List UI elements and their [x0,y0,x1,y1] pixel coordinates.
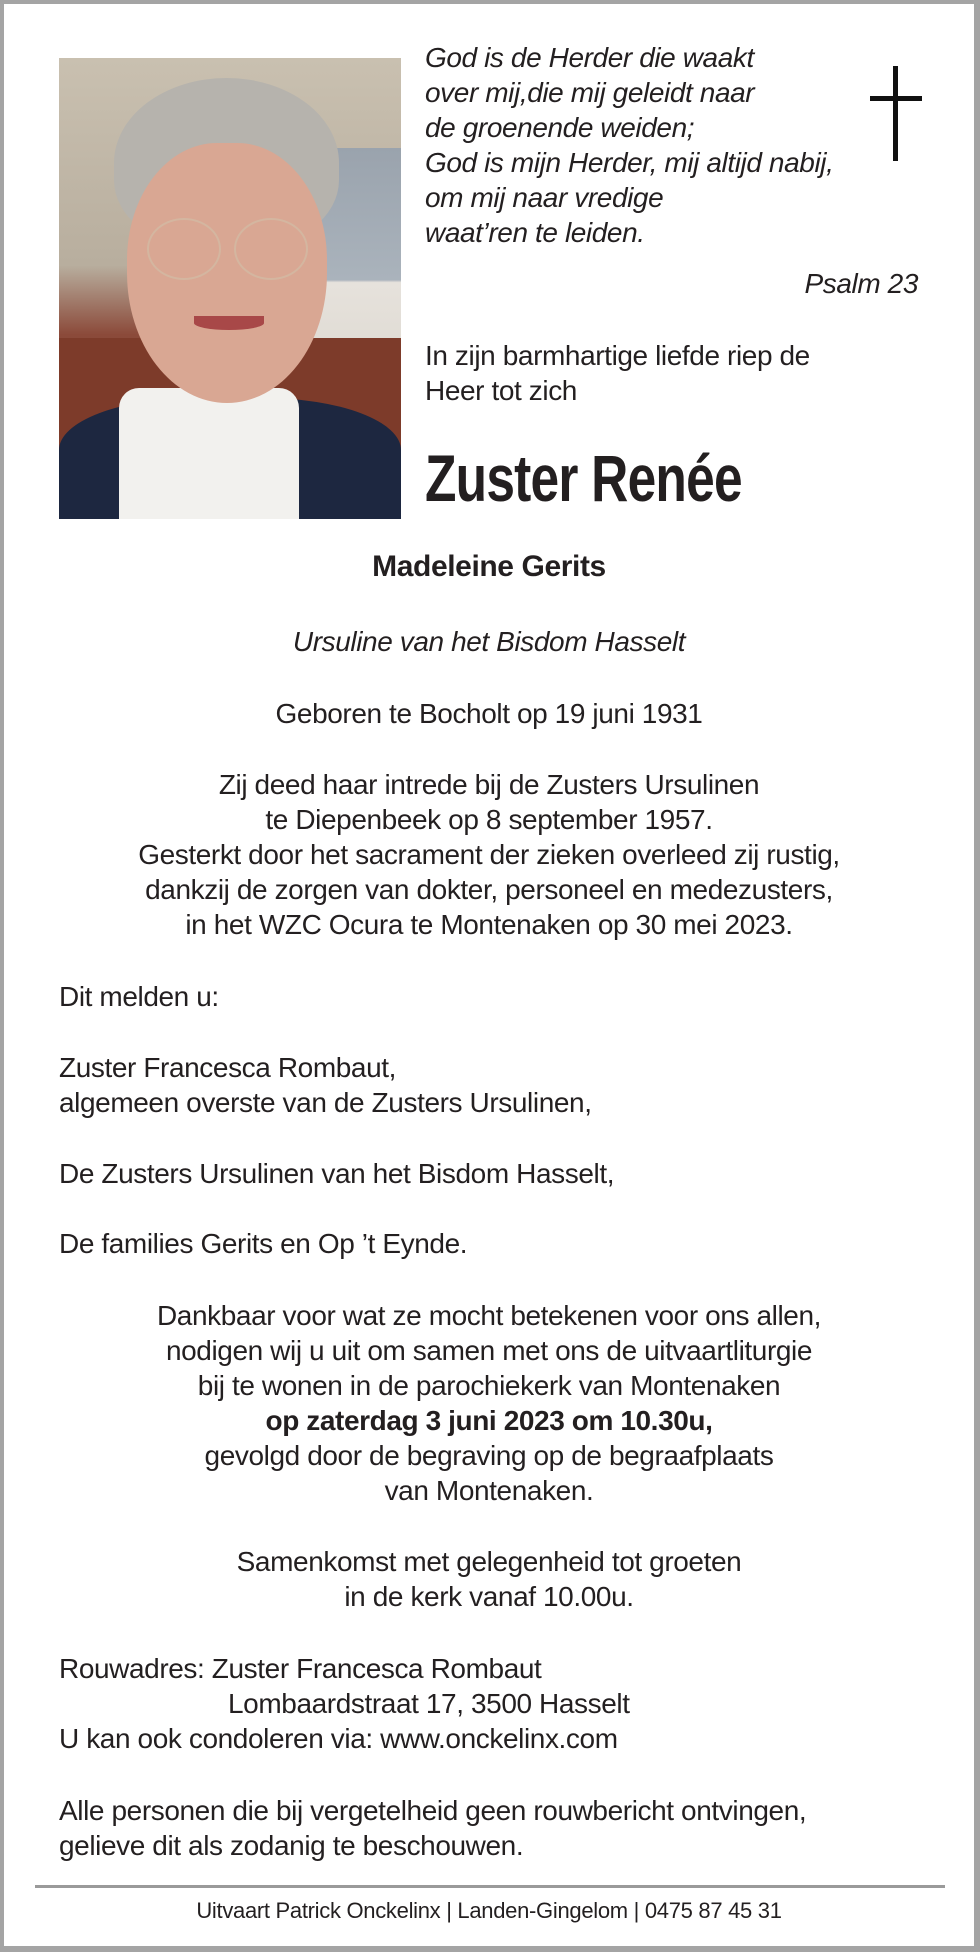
life-line: te Diepenbeek op 8 september 1957. [265,804,713,835]
address-line: Lombaardstraat 17, 3500 Hasselt [228,1688,630,1719]
birth-info: Geboren te Bocholt op 19 juni 1931 [275,698,703,729]
verse-line: waat’ren te leiden. [425,217,645,248]
verse-line: de groenende weiden; [425,112,695,143]
address-line: Rouwadres: Zuster Francesca Rombaut [59,1653,542,1684]
gathering-line: Samenkomst met gelegenheid tot groeten [236,1546,742,1577]
invitation-line: Dankbaar voor wat ze mocht betekenen voor ons allen, [156,1300,822,1331]
announcers-intro: Dit melden u: [59,981,219,1012]
notice-line: gelieve dit als zodanig te beschouwen. [59,1830,524,1861]
invitation-line: gevolgd door de begraving op de begraafplaats [204,1440,774,1471]
life-line: dankzij de zorgen van dokter, personeel en medezusters, [145,874,833,905]
intro-line: Heer tot zich [425,375,577,406]
announcer-congregation: De Zusters Ursulinen van het Bisdom Hasselt, [59,1158,615,1189]
announcer-families: De families Gerits en Op ’t Eynde. [59,1228,468,1259]
intro-line: In zijn barmhartige liefde riep de [425,340,810,371]
announcer-line: Zuster Francesca Rombaut, [59,1052,397,1083]
deceased-name: Zuster Renée [425,441,742,515]
life-line: Gesterkt door het sacrament der zieken overleed zij rustig, [138,839,840,870]
verse-line: God is mijn Herder, mij altijd nabij, [425,147,834,178]
invitation-line: nodigen wij u uit om samen met ons de uitvaartliturgie [165,1335,813,1366]
invitation-line: bij te wonen in de parochiekerk van Montenaken [197,1370,781,1401]
footer-divider [35,1885,945,1888]
cross-icon-bar [870,96,922,101]
mourning-address [59,1651,630,1756]
announcer-general-superior [59,1050,592,1120]
gathering-info [4,1544,974,1614]
announcer-line: algemeen overste van de Zusters Ursulinen, [59,1087,592,1118]
notice-line: Alle personen die bij vergetelheid geen rouwbericht ontvingen, [59,1795,807,1826]
civil-name: Madeleine Gerits [372,550,606,583]
psalm-verse [425,40,833,250]
verse-line: over mij,die mij geleidt naar [425,77,755,108]
gathering-line: in de kerk vanaf 10.00u. [344,1581,634,1612]
funeral-director-footer: Uitvaart Patrick Onckelinx | Landen-Gingelom | 0475 87 45 31 [196,1898,782,1923]
obituary-card [4,4,974,1946]
portrait-photo [59,58,401,519]
funeral-date: op zaterdag 3 juni 2023 om 10.30u, [265,1405,713,1436]
religious-order: Ursuline van het Bisdom Hasselt [292,626,686,657]
intro-text [425,338,810,408]
funeral-invitation [4,1298,974,1508]
life-line: Zij deed haar intrede bij de Zusters Ursulinen [218,769,760,800]
life-line: in het WZC Ocura te Montenaken op 30 mei 2023. [185,909,793,940]
condolence-link[interactable]: U kan ook condoleren via: www.onckelinx.com [59,1723,618,1754]
verse-line: om mij naar vredige [425,182,664,213]
cross-icon [893,66,898,161]
verse-source: Psalm 23 [804,268,918,299]
life-paragraph [4,767,974,942]
verse-line: God is de Herder die waakt [425,42,754,73]
invitation-line: van Montenaken. [384,1475,594,1506]
notice [59,1793,806,1863]
